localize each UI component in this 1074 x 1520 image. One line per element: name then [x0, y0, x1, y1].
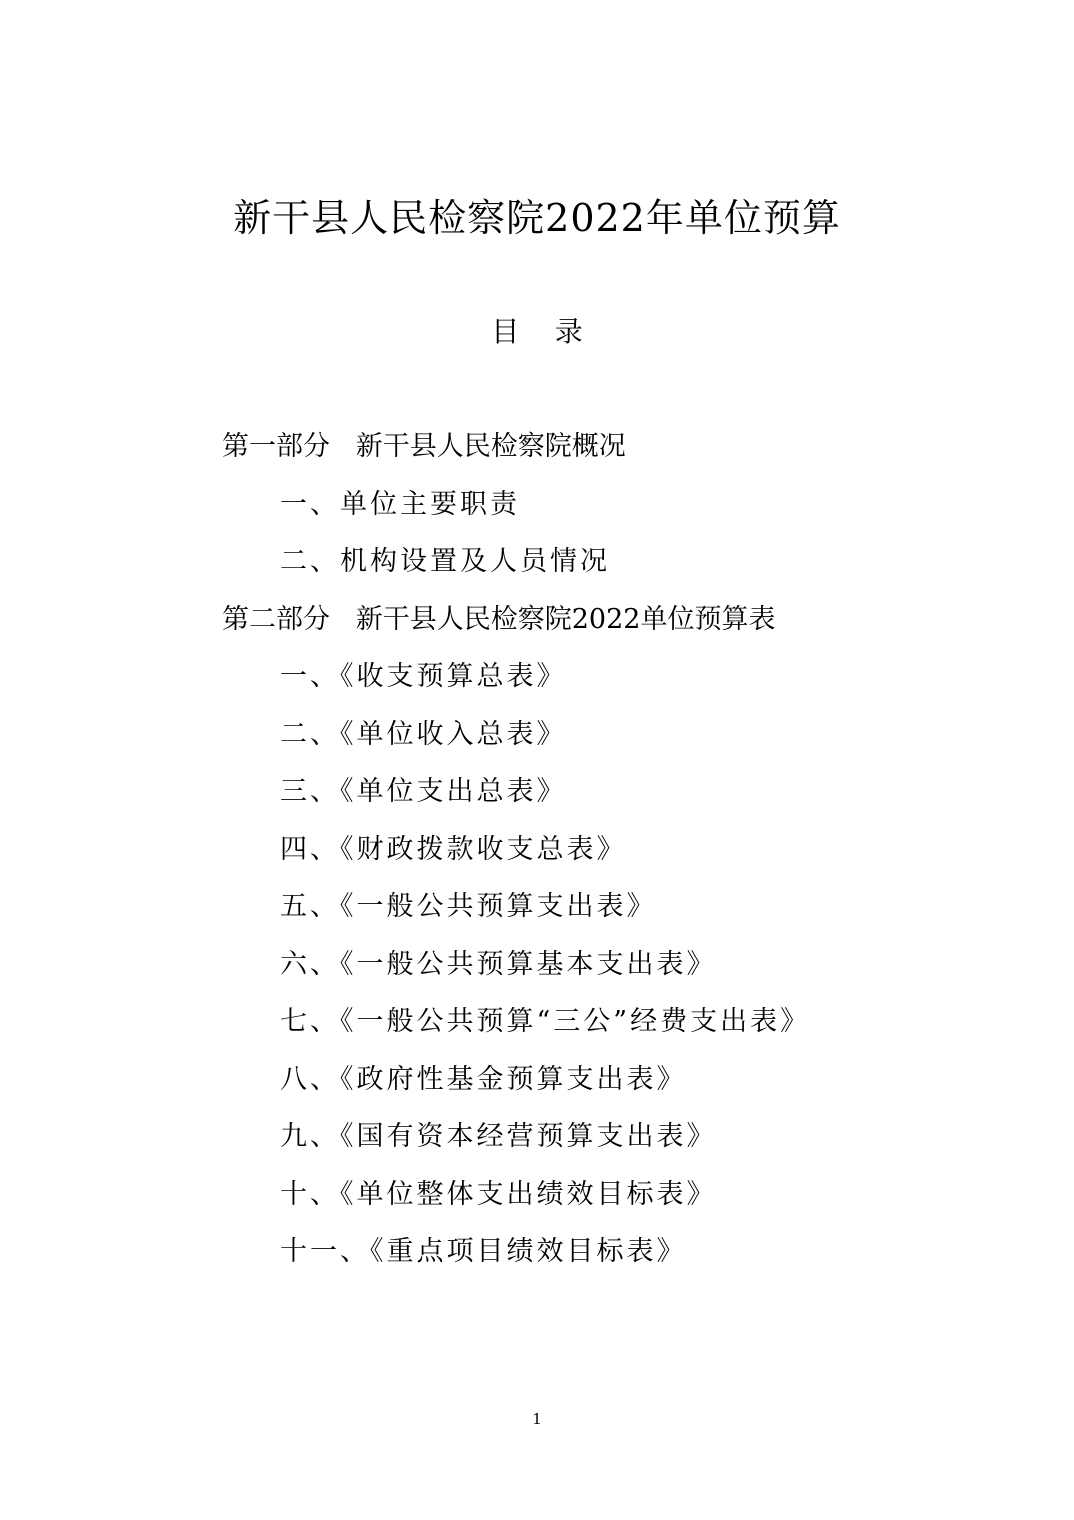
toc-item: 八、《政府性基金预算支出表》 — [280, 1063, 687, 1095]
toc-item: 二、《单位收入总表》 — [280, 718, 567, 750]
document-title: 新干县人民检察院2022年单位预算 — [233, 196, 841, 240]
page-number: 1 — [532, 1410, 542, 1428]
toc-item: 一、《收支预算总表》 — [280, 661, 567, 692]
toc-heading: 目 录 — [491, 315, 583, 348]
toc-item: 五、《一般公共预算支出表》 — [280, 891, 657, 922]
toc-part-2: 第二部分 新干县人民检察院2022单位预算表 — [222, 603, 776, 635]
table-of-contents — [222, 425, 1042, 1288]
toc-item: 七、《一般公共预算“三公”经费支出表》 — [280, 1006, 811, 1037]
toc-item: 十一、《重点项目绩效目标表》 — [280, 1236, 687, 1267]
toc-item: 九、《国有资本经营预算支出表》 — [280, 1121, 717, 1152]
toc-item: 十、《单位整体支出绩效目标表》 — [280, 1178, 717, 1210]
toc-part-1: 第一部分 新干县人民检察院概况 — [222, 431, 626, 462]
toc-item: 二、机构设置及人员情况 — [280, 546, 610, 577]
toc-item: 三、《单位支出总表》 — [280, 776, 567, 807]
toc-item: 四、《财政拨款收支总表》 — [280, 833, 627, 865]
toc-item: 一、单位主要职责 — [280, 488, 520, 520]
toc-item: 六、《一般公共预算基本支出表》 — [280, 948, 717, 980]
